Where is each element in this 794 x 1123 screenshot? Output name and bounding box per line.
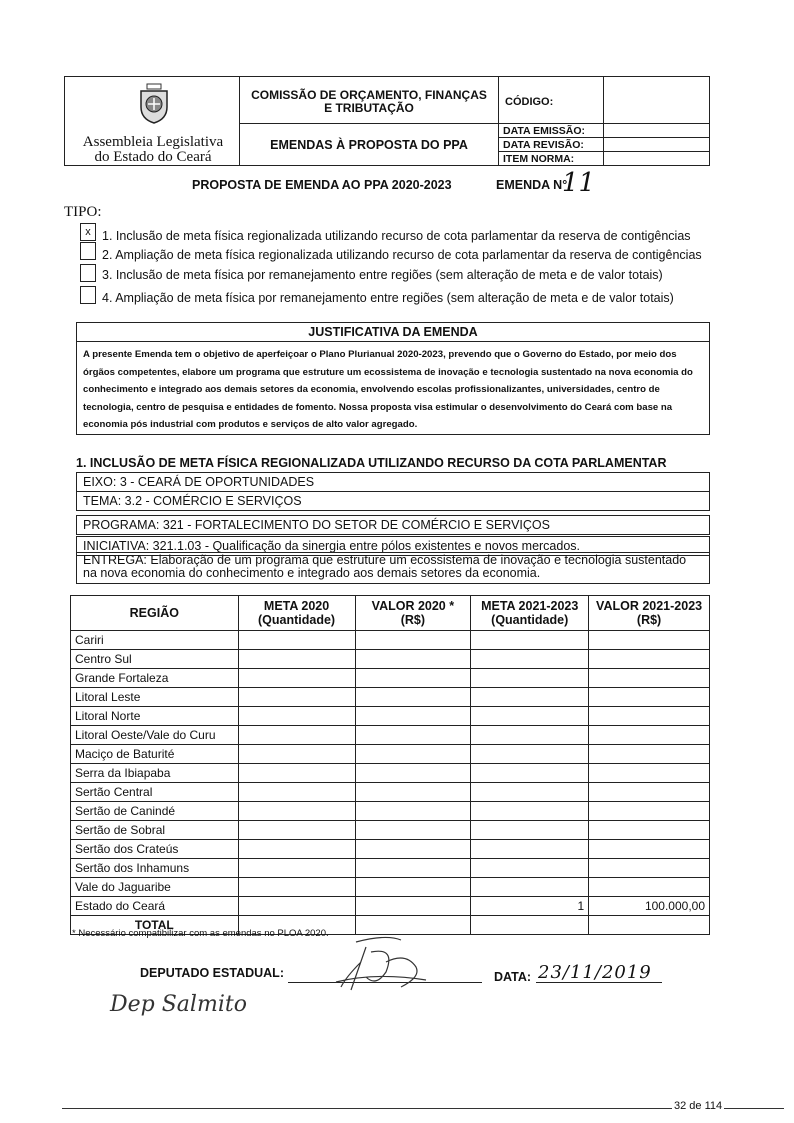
region-table-body (71, 631, 710, 935)
valor-2021-2023-cell (589, 707, 710, 726)
valor-2020-cell (355, 745, 471, 764)
valor-2020-cell (355, 688, 471, 707)
region-name: Litoral Oeste/Vale do Curu (71, 726, 239, 745)
document-header (64, 76, 710, 166)
region-name: Vale do Jaguaribe (71, 878, 239, 897)
meta-2020-cell (238, 840, 355, 859)
assembly-name-line1: Assembleia Legislativa (82, 134, 224, 150)
meta-2020-cell (238, 821, 355, 840)
valor-2021-2023-cell (589, 764, 710, 783)
assembly-logo-cell (64, 76, 240, 166)
justificativa-title: JUSTIFICATIVA DA EMENDA (308, 325, 478, 339)
meta-2021-2023-cell (471, 745, 589, 764)
data-revisao-label: DATA REVISÃO: (503, 139, 584, 151)
valor-2020-cell (355, 859, 471, 878)
meta-2020-cell (238, 859, 355, 878)
table-header-row (71, 596, 710, 631)
tipo-checkbox-1[interactable]: x (80, 223, 96, 241)
region-name: Sertão dos Crateús (71, 840, 239, 859)
page-number: 32 de 114 (674, 1100, 723, 1112)
commission-line2: E TRIBUTAÇÃO (324, 101, 414, 115)
table-row (71, 783, 710, 802)
region-table (70, 595, 710, 935)
meta-2020-cell (238, 631, 355, 650)
codigo-label-cell (498, 76, 604, 124)
valor-2020-cell (355, 783, 471, 802)
valor-2020-cell (355, 821, 471, 840)
table-row (71, 802, 710, 821)
region-name: Serra da Ibiapaba (71, 764, 239, 783)
commission-cell (239, 76, 499, 124)
region-name: Sertão de Canindé (71, 802, 239, 821)
meta-2020-cell (238, 669, 355, 688)
iniciativa-row: INICIATIVA: 321.1.03 - Qualificação da sinergia entre pólos existentes e novos mercados. (76, 536, 710, 556)
data-label: DATA: (494, 970, 532, 984)
proposal-title: PROPOSTA DE EMENDA AO PPA 2020-2023 (192, 178, 452, 192)
meta-2021-2023-cell (471, 821, 589, 840)
commission-line1: COMISSÃO DE ORÇAMENTO, FINANÇAS (251, 88, 487, 102)
date-handwritten: 23/11/2019 (538, 962, 652, 983)
region-name: Centro Sul (71, 650, 239, 669)
col-valor-2020: VALOR 2020 * (R$) (355, 596, 471, 631)
meta-2021-2023-cell (471, 878, 589, 897)
meta-2021-2023-cell (471, 859, 589, 878)
valor-2021-2023-cell (589, 631, 710, 650)
data-revisao-value (603, 137, 710, 152)
valor-2021-2023-cell (589, 783, 710, 802)
table-footnote: * Necessário compatibilizar com as emendas no PLOA 2020. (72, 928, 329, 939)
valor-2021-2023-cell (589, 745, 710, 764)
valor-2021-2023-cell (589, 650, 710, 669)
meta-2021-2023-cell (471, 631, 589, 650)
codigo-value-cell (603, 76, 710, 124)
meta-2020-cell (238, 688, 355, 707)
tipo-checkbox-3[interactable] (80, 264, 96, 282)
region-name: Sertão de Sobral (71, 821, 239, 840)
table-row (71, 878, 710, 897)
table-row (71, 669, 710, 688)
valor-2021-2023-cell: 100.000,00 (589, 897, 710, 916)
data-emissao-label: DATA EMISSÃO: (503, 125, 586, 137)
valor-2021-2023-cell (589, 688, 710, 707)
meta-2020-cell (238, 783, 355, 802)
region-name: Litoral Leste (71, 688, 239, 707)
table-row (71, 707, 710, 726)
name-handwritten: Dep Salmito (110, 992, 247, 1017)
signature-scribble-icon (326, 932, 436, 998)
tema-row: TEMA: 3.2 - COMÉRCIO E SERVIÇOS (76, 491, 710, 511)
valor-2021-2023-cell (589, 878, 710, 897)
codigo-label: CÓDIGO: (505, 96, 554, 108)
valor-2021-2023-cell (589, 802, 710, 821)
item-norma-value (603, 151, 710, 166)
meta-2020-cell (238, 745, 355, 764)
table-row (71, 726, 710, 745)
meta-2021-2023-cell: 1 (471, 897, 589, 916)
table-row (71, 897, 710, 916)
meta-2021-2023-cell (471, 650, 589, 669)
region-name: Estado do Ceará (71, 897, 239, 916)
region-name: Sertão dos Inhamuns (71, 859, 239, 878)
valor-2021-2023-cell (589, 669, 710, 688)
table-row (71, 859, 710, 878)
emendas-title: EMENDAS À PROPOSTA DO PPA (270, 138, 468, 152)
emenda-label: EMENDA N° (496, 178, 568, 192)
region-name: Litoral Norte (71, 707, 239, 726)
meta-2020-cell (238, 897, 355, 916)
tipo-checkbox-4[interactable] (80, 286, 96, 304)
justificativa-header (76, 322, 710, 342)
assembly-name (65, 135, 241, 165)
coat-of-arms-icon (137, 83, 171, 125)
table-row (71, 745, 710, 764)
valor-2020-cell (355, 650, 471, 669)
justificativa-text: A presente Emenda tem o objetivo de aperfeiçoar o Plano Plurianual 2020-2023, prevendo que o Governo do Estado, por meio dos órgãos competentes, elabore um programa que estruture um ecossistema de inovação e tecnologia sustentado na nova economia do conhecimento e integrado aos demais setores da economia, envolvendo escolas profissionalizantes, universidades, centro de tecnologia, centro de pesquisa e entidades de fomento. Nossa proposta visa estimular o desenvolvimento do Ceará com base na economia pós industrial com produtos e serviços de alto valor agregado. (76, 341, 710, 435)
meta-2021-2023-cell (471, 726, 589, 745)
tipo-checkbox-2[interactable] (80, 242, 96, 260)
valor-2020-cell (355, 631, 471, 650)
region-name: Grande Fortaleza (71, 669, 239, 688)
valor-2020-cell (355, 707, 471, 726)
data-emissao-value (603, 123, 710, 138)
region-name: Maciço de Baturité (71, 745, 239, 764)
valor-2020-cell (355, 669, 471, 688)
col-valor-2021-2023: VALOR 2021-2023 (R$) (589, 596, 710, 631)
tipo-option-4: 4. Ampliação de meta física por remanejamento entre regiões (sem alteração de meta e de valor totais) (102, 291, 674, 305)
tipo-option-2: 2. Ampliação de meta física regionalizada utilizando recurso de cota parlamentar da reserva de contigências (102, 248, 702, 262)
meta-2020-cell (238, 650, 355, 669)
col-meta-2020: META 2020 (Quantidade) (238, 596, 355, 631)
region-name: Cariri (71, 631, 239, 650)
valor-2021-2023-cell (589, 859, 710, 878)
table-row (71, 821, 710, 840)
table-row (71, 840, 710, 859)
assembly-name-line2: do Estado do Ceará (94, 149, 212, 165)
total-label: TOTAL (71, 916, 239, 935)
valor-2021-2023-cell (589, 726, 710, 745)
programa-row: PROGRAMA: 321 - FORTALECIMENTO DO SETOR DE COMÉRCIO E SERVIÇOS (76, 515, 710, 535)
valor-2020-cell (355, 726, 471, 745)
valor-2020-cell (355, 840, 471, 859)
meta-2021-2023-cell (471, 707, 589, 726)
col-meta-2021-2023: META 2021-2023 (Quantidade) (471, 596, 589, 631)
meta-2020-cell (238, 802, 355, 821)
table-row (71, 650, 710, 669)
table-row (71, 631, 710, 650)
tipo-label: TIPO: (64, 204, 102, 220)
meta-2021-2023-cell (471, 840, 589, 859)
valor-2021-2023-cell (589, 821, 710, 840)
table-row (71, 688, 710, 707)
valor-2020-cell (355, 897, 471, 916)
meta-2020-cell (238, 878, 355, 897)
meta-2021-2023-cell (471, 688, 589, 707)
deputado-label: DEPUTADO ESTADUAL: (140, 966, 284, 980)
meta-2021-2023-cell (471, 783, 589, 802)
meta-2020-cell (238, 764, 355, 783)
tipo-option-1: 1. Inclusão de meta física regionalizada utilizando recurso de cota parlamentar da reserva de contigências (102, 229, 691, 243)
meta-2021-2023-cell (471, 764, 589, 783)
section1-title: 1. INCLUSÃO DE META FÍSICA REGIONALIZADA UTILIZANDO RECURSO DA COTA PARLAMENTAR (76, 456, 667, 470)
valor-2021-2023-cell (589, 840, 710, 859)
meta-2021-2023-cell (471, 669, 589, 688)
eixo-row: EIXO: 3 - CEARÁ DE OPORTUNIDADES (76, 472, 710, 492)
entrega-row: ENTREGA: Elaboração de um programa que estruture um ecossistema de inovação e tecnologia sustentado na nova economia do conhecimento e integrado aos demais setores da economia. (76, 552, 710, 584)
valor-2020-cell (355, 802, 471, 821)
col-regiao: REGIÃO (71, 596, 239, 631)
valor-2020-cell (355, 878, 471, 897)
valor-2020-cell (355, 764, 471, 783)
meta-2020-cell (238, 707, 355, 726)
tipo-option-3: 3. Inclusão de meta física por remanejamento entre regiões (sem alteração de meta e de valor totais) (102, 268, 663, 282)
meta-2021-2023-cell (471, 802, 589, 821)
region-name: Sertão Central (71, 783, 239, 802)
meta-2020-cell (238, 726, 355, 745)
emenda-number-handwritten: 11 (562, 168, 596, 198)
item-norma-label: ITEM NORMA: (503, 153, 575, 165)
table-row (71, 764, 710, 783)
emendas-cell (239, 123, 499, 166)
